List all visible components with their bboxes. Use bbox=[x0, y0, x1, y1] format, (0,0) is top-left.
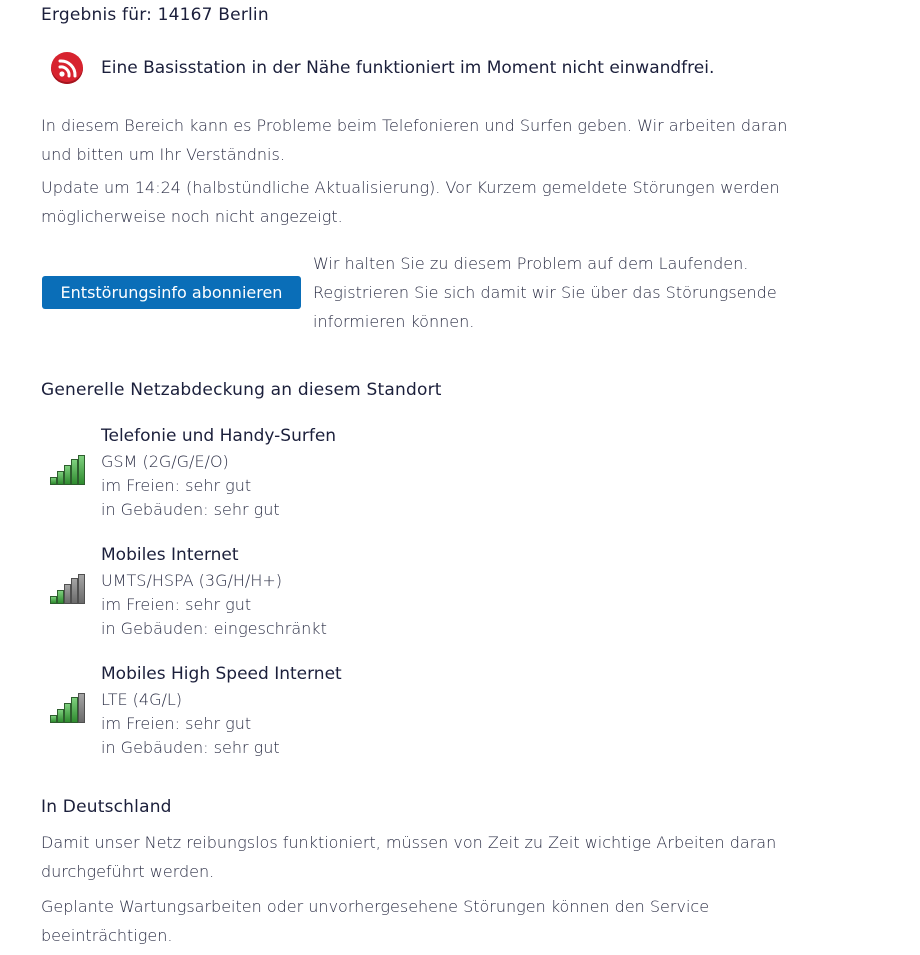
coverage-title: Mobiles Internet bbox=[101, 545, 239, 565]
subscribe-button[interactable]: Entstörungsinfo abonnieren bbox=[42, 276, 301, 309]
signal-broadcast-icon bbox=[51, 52, 83, 84]
update-line: Update um 14:24 (halbstündliche Aktualisierung). Vor Kurzem gemeldete Störungen werden bbox=[41, 178, 780, 197]
signal-bar bbox=[50, 715, 57, 723]
info-line: und bitten um Ihr Verständnis. bbox=[41, 145, 285, 164]
signal-bar bbox=[50, 477, 57, 485]
germany-text bbox=[41, 892, 709, 950]
signal-bar bbox=[71, 578, 78, 604]
signal-bar bbox=[57, 471, 64, 485]
germany-line: Damit unser Netz reibungslos funktioniert, müssen von Zeit zu Zeit wichtige Arbeiten daran bbox=[41, 833, 777, 852]
coverage-tech: GSM (2G/G/E/O) bbox=[101, 452, 229, 471]
signal-bar bbox=[64, 584, 71, 604]
germany-heading: In Deutschland bbox=[41, 797, 172, 817]
coverage-tech: LTE (4G/L) bbox=[101, 690, 183, 709]
signal-bar bbox=[57, 709, 64, 723]
germany-text bbox=[41, 828, 776, 886]
germany-line: beeinträchtigen. bbox=[41, 926, 173, 945]
signal-strength-icon bbox=[50, 695, 86, 723]
signal-bar bbox=[71, 697, 78, 723]
signal-bar bbox=[78, 693, 85, 723]
coverage-outdoor: im Freien: sehr gut bbox=[101, 595, 252, 614]
coverage-indoor: in Gebäuden: sehr gut bbox=[101, 500, 280, 519]
coverage-outdoor: im Freien: sehr gut bbox=[101, 476, 252, 495]
update-line: möglicherweise noch nicht angezeigt. bbox=[41, 207, 343, 226]
outage-alert bbox=[51, 52, 714, 84]
signal-bar bbox=[78, 455, 85, 485]
subscribe-info bbox=[313, 249, 777, 336]
signal-bar bbox=[64, 465, 71, 485]
alert-message: Eine Basisstation in der Nähe funktioniert im Moment nicht einwandfrei. bbox=[101, 58, 715, 78]
signal-bar bbox=[50, 596, 57, 604]
coverage-tech: UMTS/HSPA (3G/H/H+) bbox=[101, 571, 282, 590]
subscribe-info-line: Registrieren Sie sich damit wir Sie über das Störungsende bbox=[313, 283, 777, 302]
signal-bar bbox=[57, 590, 64, 604]
coverage-heading: Generelle Netzabdeckung an diesem Standort bbox=[41, 380, 442, 400]
result-title: Ergebnis für: 14167 Berlin bbox=[41, 5, 269, 25]
signal-bar bbox=[64, 703, 71, 723]
info-text bbox=[41, 111, 787, 169]
signal-bar bbox=[71, 459, 78, 485]
coverage-outdoor: im Freien: sehr gut bbox=[101, 714, 252, 733]
signal-bar bbox=[78, 574, 85, 604]
subscribe-info-line: informieren können. bbox=[313, 312, 475, 331]
coverage-indoor: in Gebäuden: eingeschränkt bbox=[101, 619, 327, 638]
coverage-indoor: in Gebäuden: sehr gut bbox=[101, 738, 280, 757]
signal-strength-icon bbox=[50, 576, 86, 604]
germany-line: durchgeführt werden. bbox=[41, 862, 215, 881]
signal-strength-icon bbox=[50, 457, 86, 485]
coverage-title: Mobiles High Speed Internet bbox=[101, 664, 342, 684]
update-text bbox=[41, 173, 780, 231]
info-line: In diesem Bereich kann es Probleme beim Telefonieren und Surfen geben. Wir arbeiten daran bbox=[41, 116, 788, 135]
germany-line: Geplante Wartungsarbeiten oder unvorhergesehene Störungen können den Service bbox=[41, 897, 710, 916]
subscribe-info-line: Wir halten Sie zu diesem Problem auf dem Laufenden. bbox=[313, 254, 749, 273]
coverage-title: Telefonie und Handy-Surfen bbox=[101, 426, 337, 446]
